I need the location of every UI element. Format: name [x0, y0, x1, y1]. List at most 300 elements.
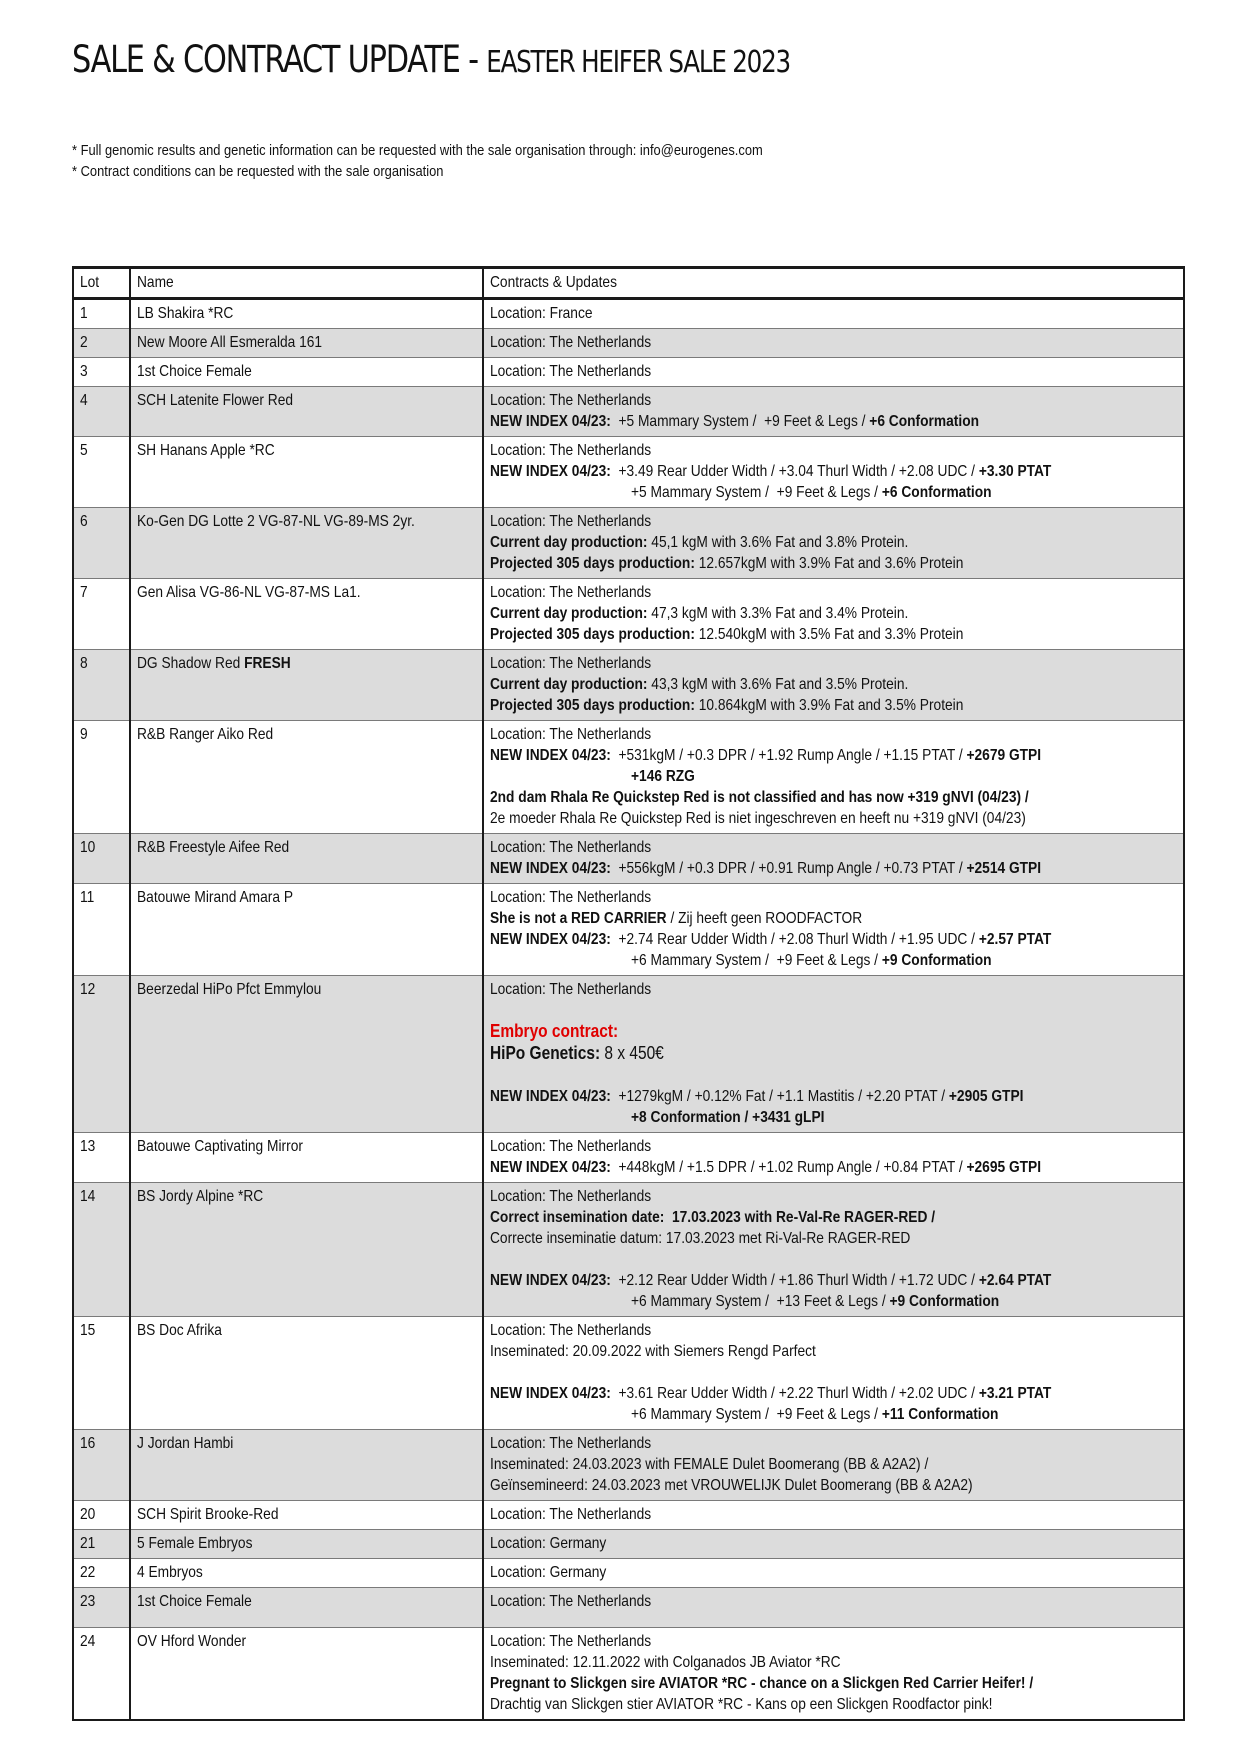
update-text: 45,1 kgM with 3.6% Fat and 3.8% Protein.: [647, 534, 909, 551]
update-line-text: [490, 582, 651, 603]
update-text: +6 Mammary System / +9 Feet & Legs /: [631, 1406, 882, 1423]
lot-number: 20: [80, 1506, 96, 1523]
update-highlight: Projected 305 days production:: [490, 555, 695, 572]
update-text: Correcte inseminatie datum: 17.03.2023 met Ri-Val-Re RAGER-RED: [490, 1230, 911, 1247]
name-cell: [130, 579, 483, 650]
updates-cell: [483, 884, 1184, 976]
name-text: Beerzedal HiPo Pfct Emmylou: [137, 981, 322, 998]
animal-name: [137, 582, 361, 603]
animal-name: [137, 1504, 278, 1525]
update-text: +5 Mammary System / +9 Feet & Legs /: [631, 484, 882, 501]
lot-cell: [73, 437, 130, 508]
lot-number: 10: [80, 839, 96, 856]
update-line: [490, 653, 1177, 674]
update-text: Inseminated: 12.11.2022 with Colganados JB Aviator *RC: [490, 1654, 841, 1671]
update-line-text: [490, 1228, 910, 1249]
update-line-text: [490, 1562, 606, 1583]
update-line: [490, 787, 1177, 808]
update-text: +448kgM / +1.5 DPR / +1.02 Rump Angle / +0.84 PTAT /: [610, 1159, 967, 1176]
update-line-text: [490, 929, 1051, 950]
name-text: Gen Alisa VG-86-NL VG-87-MS La1.: [137, 584, 361, 601]
update-line: [490, 1107, 1177, 1128]
animal-name: [137, 332, 322, 353]
animal-name: [137, 440, 275, 461]
name-cell: [130, 884, 483, 976]
update-text: Location: The Netherlands: [490, 839, 652, 856]
lot-cell: [73, 329, 130, 358]
update-text: Location: The Netherlands: [490, 392, 652, 409]
update-highlight: Current day production:: [490, 676, 648, 693]
spacer-line: [490, 1065, 1177, 1086]
update-line-text: [490, 1136, 651, 1157]
header-name: Name: [130, 268, 483, 299]
update-line: [490, 724, 1177, 745]
name-cell: [130, 1430, 483, 1501]
update-line: [490, 1341, 1177, 1362]
updates-cell: [483, 976, 1184, 1133]
update-line-text: [490, 1383, 1051, 1404]
table-row: [73, 387, 1184, 437]
update-highlight: +146 RZG: [631, 768, 695, 785]
table-row: [73, 508, 1184, 579]
updates-cell: [483, 1183, 1184, 1317]
update-line: [490, 695, 1177, 716]
update-line-text: [490, 1207, 935, 1228]
update-text: 12.657kgM with 3.9% Fat and 3.6% Protein: [694, 555, 964, 572]
update-text: Inseminated: 24.03.2023 with FEMALE Dulet Boomerang (BB & A2A2) /: [490, 1456, 929, 1473]
update-highlight: +2.57 PTAT: [978, 931, 1052, 948]
update-text: 47,3 kgM with 3.3% Fat and 3.4% Protein.: [647, 605, 909, 622]
animal-name: [137, 390, 293, 411]
name-text: SCH Spirit Brooke-Red: [137, 1506, 279, 1523]
update-line-text: [490, 858, 1041, 879]
updates-cell: [483, 437, 1184, 508]
update-line: [490, 1270, 1177, 1291]
animal-name: [137, 1591, 252, 1612]
update-highlight: NEW INDEX 04/23:: [490, 413, 611, 430]
update-line-text: [490, 461, 1051, 482]
embryo-contract-label: Embryo contract:: [490, 1021, 619, 1041]
lot-cell: [73, 1430, 130, 1501]
animal-name: [137, 1562, 203, 1583]
update-line: [490, 745, 1177, 766]
update-text: Location: The Netherlands: [490, 442, 652, 459]
update-line-text: [490, 1157, 1041, 1178]
update-line: [490, 582, 1177, 603]
name-text: BS Doc Afrika: [137, 1322, 222, 1339]
lot-cell: [73, 387, 130, 437]
update-line: [490, 1694, 1177, 1715]
name-cell: [130, 299, 483, 329]
update-line-text: [490, 695, 963, 716]
update-text: Drachtig van Slickgen stier AVIATOR *RC - Kans op een Slickgen Roodfactor pink!: [490, 1696, 993, 1713]
name-text: BS Jordy Alpine *RC: [137, 1188, 264, 1205]
updates-cell: [483, 1430, 1184, 1501]
update-text: Location: The Netherlands: [490, 1322, 652, 1339]
name-cell: [130, 1183, 483, 1317]
update-line: [490, 603, 1177, 624]
lot-cell: [73, 1530, 130, 1559]
animal-name: [137, 724, 273, 745]
update-line: [490, 950, 1177, 971]
lot-number: 9: [80, 726, 88, 743]
update-text: Location: The Netherlands: [490, 655, 652, 672]
update-line: [490, 1631, 1177, 1652]
update-line-text: [490, 624, 963, 645]
animal-name: [137, 653, 291, 674]
update-line-text: [490, 653, 651, 674]
update-text: Location: The Netherlands: [490, 981, 652, 998]
update-text: +3.61 Rear Udder Width / +2.22 Thurl Width / +2.02 UDC /: [610, 1385, 979, 1402]
update-highlight: HiPo Genetics:: [490, 1043, 601, 1063]
update-line: [490, 1228, 1177, 1249]
name-cell: [130, 834, 483, 884]
update-line-text: [490, 603, 908, 624]
update-highlight: +2905 GTPI: [948, 1088, 1024, 1105]
update-text: Location: The Netherlands: [490, 1633, 652, 1650]
update-highlight: +2695 GTPI: [966, 1159, 1042, 1176]
update-line: [490, 303, 1177, 324]
name-cell: [130, 1501, 483, 1530]
update-line: [490, 908, 1177, 929]
update-line-text: [490, 808, 1026, 829]
updates-cell: [483, 1628, 1184, 1721]
updates-cell: [483, 579, 1184, 650]
name-highlight: FRESH: [244, 655, 291, 672]
update-line: [490, 1320, 1177, 1341]
lot-number: 16: [80, 1435, 96, 1452]
table-header-row: [73, 268, 1184, 299]
update-line-text: [631, 950, 992, 971]
lot-cell: [73, 299, 130, 329]
update-text: Location: The Netherlands: [490, 584, 652, 601]
name-text: Ko-Gen DG Lotte 2 VG-87-NL VG-89-MS 2yr.: [137, 513, 415, 530]
table-row: [73, 1317, 1184, 1430]
name-text: J Jordan Hambi: [137, 1435, 234, 1452]
lot-cell: [73, 579, 130, 650]
update-line-text: [490, 979, 651, 1000]
lot-cell: [73, 976, 130, 1133]
update-line-text: [490, 1694, 992, 1715]
update-text: Geïnsemineerd: 24.03.2023 met VROUWELIJK Dulet Boomerang (BB & A2A2): [490, 1477, 973, 1494]
update-text: Location: The Netherlands: [490, 363, 652, 380]
name-text: R&B Freestyle Aifee Red: [137, 839, 290, 856]
update-line: [490, 858, 1177, 879]
lot-cell: [73, 508, 130, 579]
update-line-text: [490, 1270, 1051, 1291]
update-line-text: [490, 724, 651, 745]
lot-cell: [73, 650, 130, 721]
update-text: 10.864kgM with 3.9% Fat and 3.5% Protein: [694, 697, 964, 714]
updates-cell: [483, 1588, 1184, 1628]
updates-cell: [483, 650, 1184, 721]
update-text: +531kgM / +0.3 DPR / +1.92 Rump Angle / +1.15 PTAT /: [610, 747, 967, 764]
update-text: +1279kgM / +0.12% Fat / +1.1 Mastitis / +2.20 PTAT /: [610, 1088, 949, 1105]
animal-name: [137, 1136, 303, 1157]
update-text: 43,3 kgM with 3.6% Fat and 3.5% Protein.: [647, 676, 909, 693]
update-highlight: 2nd dam Rhala Re Quickstep Red is not classified and has now +319 gNVI (04/23) /: [490, 789, 1029, 806]
header-lot: Lot: [73, 268, 130, 299]
animal-name: [137, 361, 252, 382]
animal-name: [137, 1631, 246, 1652]
lot-cell: [73, 1628, 130, 1721]
name-text: Batouwe Mirand Amara P: [137, 889, 294, 906]
lot-number: 3: [80, 363, 88, 380]
update-line: [490, 1021, 1177, 1043]
update-line-text: [490, 532, 908, 553]
name-text: New Moore All Esmeralda 161: [137, 334, 323, 351]
update-line: [490, 1673, 1177, 1694]
update-highlight: Correct insemination date: 17.03.2023 with Re-Val-Re RAGER-RED /: [490, 1209, 936, 1226]
update-highlight: +9 Conformation: [881, 952, 992, 969]
update-line-text: [490, 745, 1041, 766]
update-highlight: Current day production:: [490, 605, 648, 622]
update-line-text: [490, 1475, 973, 1496]
update-line-text: [631, 1291, 999, 1312]
update-line-text: [490, 1186, 651, 1207]
update-text: Location: The Netherlands: [490, 513, 652, 530]
update-line-text: [490, 1320, 651, 1341]
update-line-text: [490, 1673, 1033, 1694]
update-highlight: NEW INDEX 04/23:: [490, 1088, 611, 1105]
update-highlight: NEW INDEX 04/23:: [490, 931, 611, 948]
updates-cell: [483, 329, 1184, 358]
update-text: Location: The Netherlands: [490, 889, 652, 906]
name-text: R&B Ranger Aiko Red: [137, 726, 274, 743]
animal-name: [137, 1433, 233, 1454]
lot-cell: [73, 1133, 130, 1183]
update-line-text: [490, 332, 651, 353]
update-highlight: +2514 GTPI: [966, 860, 1042, 877]
update-highlight: NEW INDEX 04/23:: [490, 1385, 611, 1402]
update-line: [490, 511, 1177, 532]
update-line: [490, 532, 1177, 553]
update-line: [490, 1404, 1177, 1425]
table-row: [73, 358, 1184, 387]
name-cell: [130, 721, 483, 834]
animal-name: [137, 837, 289, 858]
title-subtitle: EASTER HEIFER SALE 2023: [486, 45, 790, 80]
update-line: [490, 1562, 1177, 1583]
animal-name: [137, 303, 233, 324]
spacer-line: [490, 1000, 1177, 1021]
lot-number: 4: [80, 392, 88, 409]
table-row: [73, 1430, 1184, 1501]
update-highlight: +9 Conformation: [889, 1293, 1000, 1310]
sale-update-table: [72, 266, 1185, 1721]
name-text: 1st Choice Female: [137, 1593, 252, 1610]
update-highlight: NEW INDEX 04/23:: [490, 747, 611, 764]
note-genomic-info: * Full genomic results and genetic information can be requested with the sale organisation through: info@eurogenes.com: [72, 142, 763, 159]
update-highlight: +3.21 PTAT: [978, 1385, 1052, 1402]
name-text: SH Hanans Apple *RC: [137, 442, 275, 459]
lot-number: 11: [80, 889, 95, 906]
update-line: [490, 674, 1177, 695]
note-contract-conditions: * Contract conditions can be requested with the sale organisation: [72, 163, 444, 180]
update-highlight: +6 Conformation: [881, 484, 992, 501]
lot-number: 24: [80, 1633, 96, 1650]
table-row: [73, 1628, 1184, 1721]
updates-cell: [483, 508, 1184, 579]
table-row: [73, 1183, 1184, 1317]
update-highlight: She is not a: [490, 910, 572, 927]
update-line: [490, 1454, 1177, 1475]
update-text: +6 Mammary System / +13 Feet & Legs /: [631, 1293, 890, 1310]
lot-cell: [73, 721, 130, 834]
updates-cell: [483, 1317, 1184, 1430]
table-row: [73, 437, 1184, 508]
update-text: 12.540kgM with 3.5% Fat and 3.3% Protein: [694, 626, 964, 643]
table-row: [73, 1501, 1184, 1530]
update-line-text: [490, 1341, 816, 1362]
name-cell: [130, 437, 483, 508]
lot-number: 6: [80, 513, 88, 530]
animal-name: [137, 1186, 263, 1207]
update-line-text: [490, 553, 963, 574]
header-updates: Contracts & Updates: [483, 268, 1184, 299]
update-line: [490, 1157, 1177, 1178]
update-text: +556kgM / +0.3 DPR / +0.91 Rump Angle / +0.73 PTAT /: [610, 860, 967, 877]
update-line-text: [631, 482, 992, 503]
update-line-text: [490, 303, 593, 324]
update-line: [490, 1086, 1177, 1107]
lot-number: 14: [80, 1188, 96, 1205]
lot-number: 5: [80, 442, 88, 459]
update-highlight: +2.64 PTAT: [978, 1272, 1052, 1289]
update-highlight: Projected 305 days production:: [490, 697, 695, 714]
update-line: [490, 1504, 1177, 1525]
table-row: [73, 1530, 1184, 1559]
lot-number: 2: [80, 334, 88, 351]
update-highlight: NEW INDEX 04/23:: [490, 1272, 611, 1289]
update-text: 2e moeder Rhala Re Quickstep Red is niet ingeschreven en heeft nu +319 gNVI (04/23): [490, 810, 1026, 827]
update-line-text: [490, 1591, 651, 1612]
updates-cell: [483, 1133, 1184, 1183]
update-text: 8 x 450€: [600, 1043, 664, 1063]
update-line: [490, 461, 1177, 482]
lot-cell: [73, 884, 130, 976]
update-text: +3.49 Rear Udder Width / +3.04 Thurl Width / +2.08 UDC /: [610, 463, 979, 480]
update-line: [490, 766, 1177, 787]
update-line-text: [490, 1021, 618, 1043]
update-line: [490, 979, 1177, 1000]
update-line-text: [490, 390, 651, 411]
update-line-text: [490, 1043, 664, 1065]
updates-cell: [483, 721, 1184, 834]
update-line: [490, 482, 1177, 503]
lot-cell: [73, 358, 130, 387]
name-cell: [130, 358, 483, 387]
name-text: Batouwe Captivating Mirror: [137, 1138, 303, 1155]
table-row: [73, 1559, 1184, 1588]
name-cell: [130, 1530, 483, 1559]
update-line: [490, 411, 1177, 432]
lot-number: 8: [80, 655, 88, 672]
update-line-text: [490, 1454, 928, 1475]
updates-cell: [483, 1530, 1184, 1559]
update-line: [490, 887, 1177, 908]
update-line-text: [490, 1533, 606, 1554]
update-line: [490, 1433, 1177, 1454]
update-line-text: [490, 674, 908, 695]
update-text: +2.12 Rear Udder Width / +1.86 Thurl Width / +1.72 UDC /: [610, 1272, 979, 1289]
update-line-text: [631, 766, 695, 787]
update-text: Location: The Netherlands: [490, 726, 652, 743]
update-line: [490, 390, 1177, 411]
animal-name: [137, 887, 293, 908]
update-text: Location: Germany: [490, 1564, 607, 1581]
lot-cell: [73, 1501, 130, 1530]
update-line: [490, 1475, 1177, 1496]
name-text: DG Shadow Red: [137, 655, 245, 672]
lot-number: 13: [80, 1138, 96, 1155]
update-line-text: [490, 511, 651, 532]
lot-number: 7: [80, 584, 88, 601]
update-text: Location: The Netherlands: [490, 334, 652, 351]
table-row: [73, 650, 1184, 721]
update-text: Location: Germany: [490, 1535, 607, 1552]
name-cell: [130, 976, 483, 1133]
updates-cell: [483, 387, 1184, 437]
update-line-text: [490, 411, 979, 432]
table-row: [73, 884, 1184, 976]
update-line-text: [490, 908, 862, 929]
name-cell: [130, 329, 483, 358]
update-line: [490, 808, 1177, 829]
name-cell: [130, 1559, 483, 1588]
update-line: [490, 440, 1177, 461]
update-highlight: +8 Conformation / +3431 gLPI: [631, 1109, 825, 1126]
animal-name: [137, 1533, 252, 1554]
update-line-text: [631, 1107, 824, 1128]
lot-number: 21: [80, 1535, 96, 1552]
lot-number: 23: [80, 1593, 96, 1610]
table-row: [73, 1133, 1184, 1183]
name-text: 5 Female Embryos: [137, 1535, 253, 1552]
name-text: SCH Latenite Flower Red: [137, 392, 294, 409]
update-text: +5 Mammary System / +9 Feet & Legs /: [610, 413, 870, 430]
update-highlight: Projected 305 days production:: [490, 626, 695, 643]
update-line-text: [490, 440, 651, 461]
update-line: [490, 1043, 1177, 1065]
table-row: [73, 299, 1184, 329]
update-text: / Zij heeft geen ROODFACTOR: [666, 910, 863, 927]
update-text: +2.74 Rear Udder Width / +2.08 Thurl Width / +1.95 UDC /: [610, 931, 979, 948]
name-text: OV Hford Wonder: [137, 1633, 247, 1650]
table-row: [73, 329, 1184, 358]
update-line-text: [490, 787, 1029, 808]
update-text: Location: The Netherlands: [490, 1138, 652, 1155]
update-line: [490, 1136, 1177, 1157]
update-line-text: [490, 837, 651, 858]
update-line: [490, 1383, 1177, 1404]
lot-cell: [73, 1559, 130, 1588]
spacer-line: [490, 1249, 1177, 1270]
name-cell: [130, 508, 483, 579]
update-line-text: [631, 1404, 998, 1425]
update-text: Location: The Netherlands: [490, 1188, 652, 1205]
update-line: [490, 1207, 1177, 1228]
name-text: 4 Embryos: [137, 1564, 203, 1581]
update-line: [490, 553, 1177, 574]
animal-name: [137, 979, 321, 1000]
update-highlight: NEW INDEX 04/23:: [490, 860, 611, 877]
update-text: Location: The Netherlands: [490, 1593, 652, 1610]
table-body: [73, 299, 1184, 1721]
name-cell: [130, 650, 483, 721]
lot-number: 1: [80, 305, 88, 322]
update-text: Location: France: [490, 305, 593, 322]
